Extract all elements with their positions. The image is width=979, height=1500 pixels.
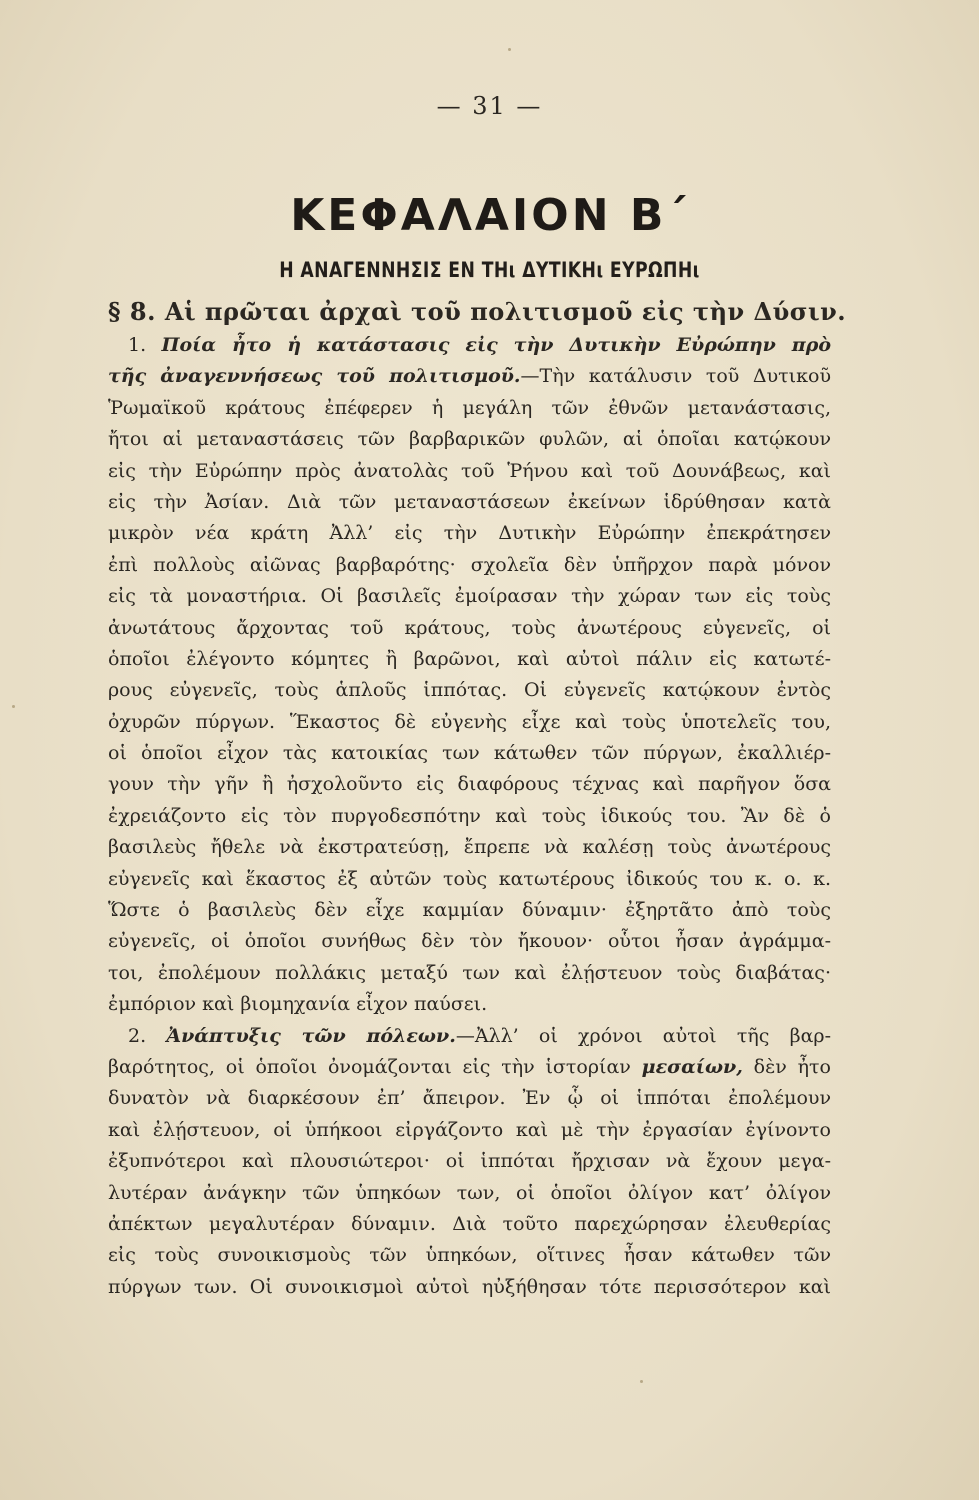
text-line: Ὥστε ὁ βασιλεὺς δὲν εἶχε καμμίαν δύναμιν· ἐξηρτᾶτο ἀπὸ τοὺς bbox=[108, 899, 831, 922]
text-line: ἐμπόριον καὶ βιομηχανία εἶχον παύσει. bbox=[108, 993, 488, 1016]
text-line: γουν τὴν γῆν ἢ ἠσχολοῦντο εἰς διαφόρους τέχνας καὶ παρῆγον ὅσα bbox=[108, 773, 831, 796]
paragraph-number: 2. bbox=[128, 1024, 147, 1047]
text-line: τοι, ἐπολέμουν πολλάκις μεταξύ των καὶ ἐλῄστευον τοὺς διαβάτας· bbox=[108, 961, 831, 984]
text-line: βασιλεὺς ἤθελε νὰ ἐκστρατεύσῃ, ἔπρεπε νὰ καλέσῃ τοὺς ἀνωτέρους bbox=[108, 836, 831, 859]
text-line: ρους εὐγενεῖς, τοὺς ἁπλοῦς ἱππότας. Οἱ εὐγενεῖς κατῴκουν ἐντὸς bbox=[108, 679, 831, 702]
body-text bbox=[108, 330, 831, 1303]
text-line: εἰς τοὺς συνοικισμοὺς τῶν ὑπηκόων, οἵτινες ἦσαν κάτωθεν τῶν bbox=[108, 1244, 831, 1267]
paper-speck bbox=[640, 1380, 643, 1383]
text-line: ἤτοι αἱ μεταναστάσεις τῶν βαρβαρικῶν φυλῶν, αἱ ὁποῖαι κατῴκουν bbox=[108, 428, 831, 451]
subheading: Ἀνάπτυξις τῶν πόλεων. bbox=[166, 1024, 456, 1047]
text-line: ἀνωτάτους ἄρχοντας τοῦ κράτους, τοὺς ἀνωτέρους εὐγενεῖς, οἱ bbox=[108, 616, 831, 639]
chapter-title: ΚΕΦΑΛΑΙΟΝ Β΄ bbox=[290, 190, 689, 241]
text-line: εἰς τὰ μοναστήρια. Οἱ βασιλεῖς ἐμοίρασαν τὴν χώραν των εἰς τοὺς bbox=[108, 585, 831, 608]
paper-speck bbox=[12, 705, 15, 708]
text-line: ἐξυπνότεροι καὶ πλουσιώτεροι· οἱ ἱππόται ἤρχισαν νὰ ἔχουν μεγα- bbox=[108, 1150, 831, 1173]
text-line: ὀχυρῶν πύργων. Ἕκαστος δὲ εὐγενὴς εἶχε καὶ τοὺς ὑποτελεῖς του, bbox=[108, 710, 831, 733]
paragraph-number: 1. bbox=[128, 334, 147, 356]
text-line: λυτέραν ἀνάγκην τῶν ὑπηκόων των, οἱ ὁποῖοι ὀλίγον κατ’ ὀλίγον bbox=[108, 1181, 831, 1204]
text-line: ὁποῖοι ἐλέγοντο κόμητες ἢ βαρῶνοι, καὶ αὐτοὶ πάλιν εἰς κατωτέ- bbox=[108, 647, 831, 670]
text-line: ἐπὶ πολλοὺς αἰῶνας βαρβαρότης· σχολεῖα δὲν ὑπῆρχον παρὰ μόνον bbox=[108, 553, 831, 576]
text-line: 2. Ἀνάπτυξις τῶν πόλεων.—Ἀλλ’ οἱ χρόνοι αὐτοὶ τῆς βαρ- bbox=[128, 1024, 831, 1047]
subheading: τῆς ἀναγεννήσεως τοῦ πολιτισμοῦ. bbox=[108, 365, 521, 388]
text-line: τῆς ἀναγεννήσεως τοῦ πολιτισμοῦ.—Τὴν κατάλυσιν τοῦ Δυτικοῦ bbox=[108, 365, 831, 388]
text-line bbox=[108, 330, 831, 361]
text-line: ἀπέκτων μεγαλυτέραν δύναμιν. Διὰ τοῦτο παρεχώρησαν ἐλευθερίας bbox=[108, 1212, 831, 1235]
text-line: εὐγενεῖς καὶ ἕκαστος ἐξ αὐτῶν τοὺς κατωτέρους ἰδικούς του κ. ο. κ. bbox=[108, 867, 831, 890]
text-line: εἰς τὴν Εὐρώπην πρὸς ἀνατολὰς τοῦ Ῥήνου καὶ τοῦ Δουνάβεως, καὶ bbox=[108, 459, 831, 482]
text-line: πύργων των. Οἱ συνοικισμοὶ αὐτοὶ ηὐξήθησαν τότε περισσότερον καὶ bbox=[108, 1275, 831, 1298]
text-line: καὶ ἐλῄστευον, οἱ ὑπήκοοι εἰργάζοντο καὶ μὲ τὴν ἐργασίαν ἐγίνοντο bbox=[108, 1118, 831, 1141]
text-line: εὐγενεῖς, οἱ ὁποῖοι συνήθως δὲν τὸν ἤκουον· οὗτοι ἦσαν ἀγράμμα- bbox=[108, 930, 831, 953]
chapter-subtitle: Η ΑΝΑΓΕΝΝΗΣΙΣ ΕΝ ΤΗι ΔΥΤΙΚΗι ΕΥΡΩΠΗι bbox=[279, 258, 700, 282]
paper-speck bbox=[508, 48, 511, 51]
emphasis: μεσαίων, bbox=[641, 1055, 743, 1078]
text-line: μικρὸν νέα κράτη Ἀλλ’ εἰς τὴν Δυτικὴν Εὐρώπην ἐπεκράτησεν bbox=[108, 522, 831, 545]
text-line: δυνατὸν νὰ διαρκέσουν ἐπ’ ἄπειρον. Ἐν ᾧ οἱ ἱππόται ἐπολέμουν bbox=[108, 1087, 831, 1110]
text-line: Ῥωμαϊκοῦ κράτους ἐπέφερεν ἡ μεγάλη τῶν ἐθνῶν μετανάστασις, bbox=[108, 396, 831, 419]
text-line: εἰς τὴν Ἀσίαν. Διὰ τῶν μεταναστάσεων ἐκείνων ἱδρύθησαν κατὰ bbox=[108, 490, 831, 513]
subheading: Ποία ἦτο ἡ κατάστασις εἰς τὴν Δυτικὴν Εὐρώπην πρὸ bbox=[161, 334, 832, 356]
section-heading: § 8. Αἱ πρῶται ἀρχαὶ τοῦ πολιτισμοῦ εἰς τὴν Δύσιν. bbox=[108, 297, 847, 326]
page-number: — 31 — bbox=[436, 92, 543, 120]
text-line: οἱ ὁποῖοι εἶχον τὰς κατοικίας των κάτωθεν τῶν πύργων, ἐκαλλιέρ- bbox=[108, 742, 831, 765]
text-line: ἐχρειάζοντο εἰς τὸν πυργοδεσπότην καὶ τοὺς ἰδικούς του. Ἂν δὲ ὁ bbox=[108, 804, 831, 827]
text-line: βαρότητος, οἱ ὁποῖοι ὀνομάζονται εἰς τὴν ἱστορίαν μεσαίων, δὲν ἦτο bbox=[108, 1055, 831, 1078]
